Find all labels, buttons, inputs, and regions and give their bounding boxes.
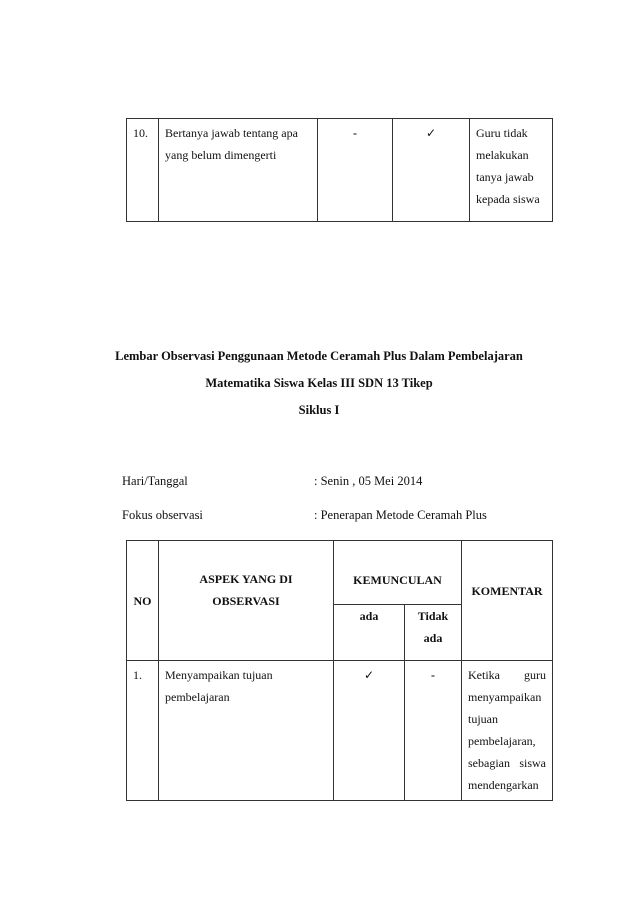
komentar-cell bbox=[462, 661, 553, 801]
document-cycle-title: Siklus I bbox=[298, 403, 340, 417]
observation-table bbox=[126, 540, 553, 801]
tidak-ada-cell bbox=[393, 119, 470, 222]
header-no-cell bbox=[127, 541, 159, 661]
header-kemunculan: KEMUNCULAN bbox=[353, 572, 442, 587]
row-number-cell bbox=[127, 661, 159, 801]
komentar-cell bbox=[470, 119, 553, 222]
document-title-line-2: Matematika Siswa Kelas III SDN 13 Tikep bbox=[205, 376, 433, 390]
aspect-cell bbox=[159, 119, 318, 222]
header-no: NO bbox=[133, 593, 152, 608]
date-value: : Senin , 05 Mei 2014 bbox=[314, 474, 423, 488]
komentar-text: Guru tidak melakukan tanya jawab kepada siswa bbox=[476, 126, 540, 206]
table-row bbox=[127, 119, 553, 222]
check-icon: ✓ bbox=[425, 126, 437, 140]
header-tidak-ada: Tidak ada bbox=[417, 609, 449, 645]
header-kemunculan-cell bbox=[334, 541, 462, 605]
header-tidak-ada-cell bbox=[405, 605, 462, 661]
aspect-text: Bertanya jawab tentang apa yang belum dimengerti bbox=[165, 126, 298, 162]
komentar-text: Ketika guru menyampaikan tujuan pembelajaran, sebagian siswa mendengarkan bbox=[468, 668, 547, 792]
aspect-text: Menyampaikan tujuan pembelajaran bbox=[165, 668, 273, 704]
header-row bbox=[127, 541, 553, 605]
check-icon: ✓ bbox=[363, 668, 375, 682]
header-ada: ada bbox=[359, 609, 379, 623]
document-title-line-1: Lembar Observasi Penggunaan Metode Ceramah Plus Dalam Pembelajaran bbox=[115, 349, 523, 363]
row-number: 10. bbox=[133, 126, 148, 140]
table-row bbox=[127, 661, 553, 801]
aspect-cell bbox=[159, 661, 334, 801]
header-aspect-cell bbox=[159, 541, 334, 661]
header-aspect: ASPEK YANG DI OBSERVASI bbox=[199, 572, 293, 608]
tidak-ada-cell bbox=[405, 661, 462, 801]
header-komentar: KOMENTAR bbox=[471, 584, 543, 598]
row-number: 1. bbox=[133, 668, 142, 682]
observation-table-continued bbox=[126, 118, 553, 222]
header-ada-cell bbox=[334, 605, 405, 661]
header-komentar-cell bbox=[462, 541, 553, 661]
date-label: Hari/Tanggal bbox=[122, 474, 188, 488]
ada-cell bbox=[334, 661, 405, 801]
ada-cell bbox=[318, 119, 393, 222]
ada-mark: - bbox=[353, 126, 357, 140]
focus-label: Fokus observasi bbox=[122, 508, 203, 522]
row-number-cell bbox=[127, 119, 159, 222]
tidak-ada-mark: - bbox=[431, 668, 435, 682]
focus-value: : Penerapan Metode Ceramah Plus bbox=[314, 508, 487, 522]
